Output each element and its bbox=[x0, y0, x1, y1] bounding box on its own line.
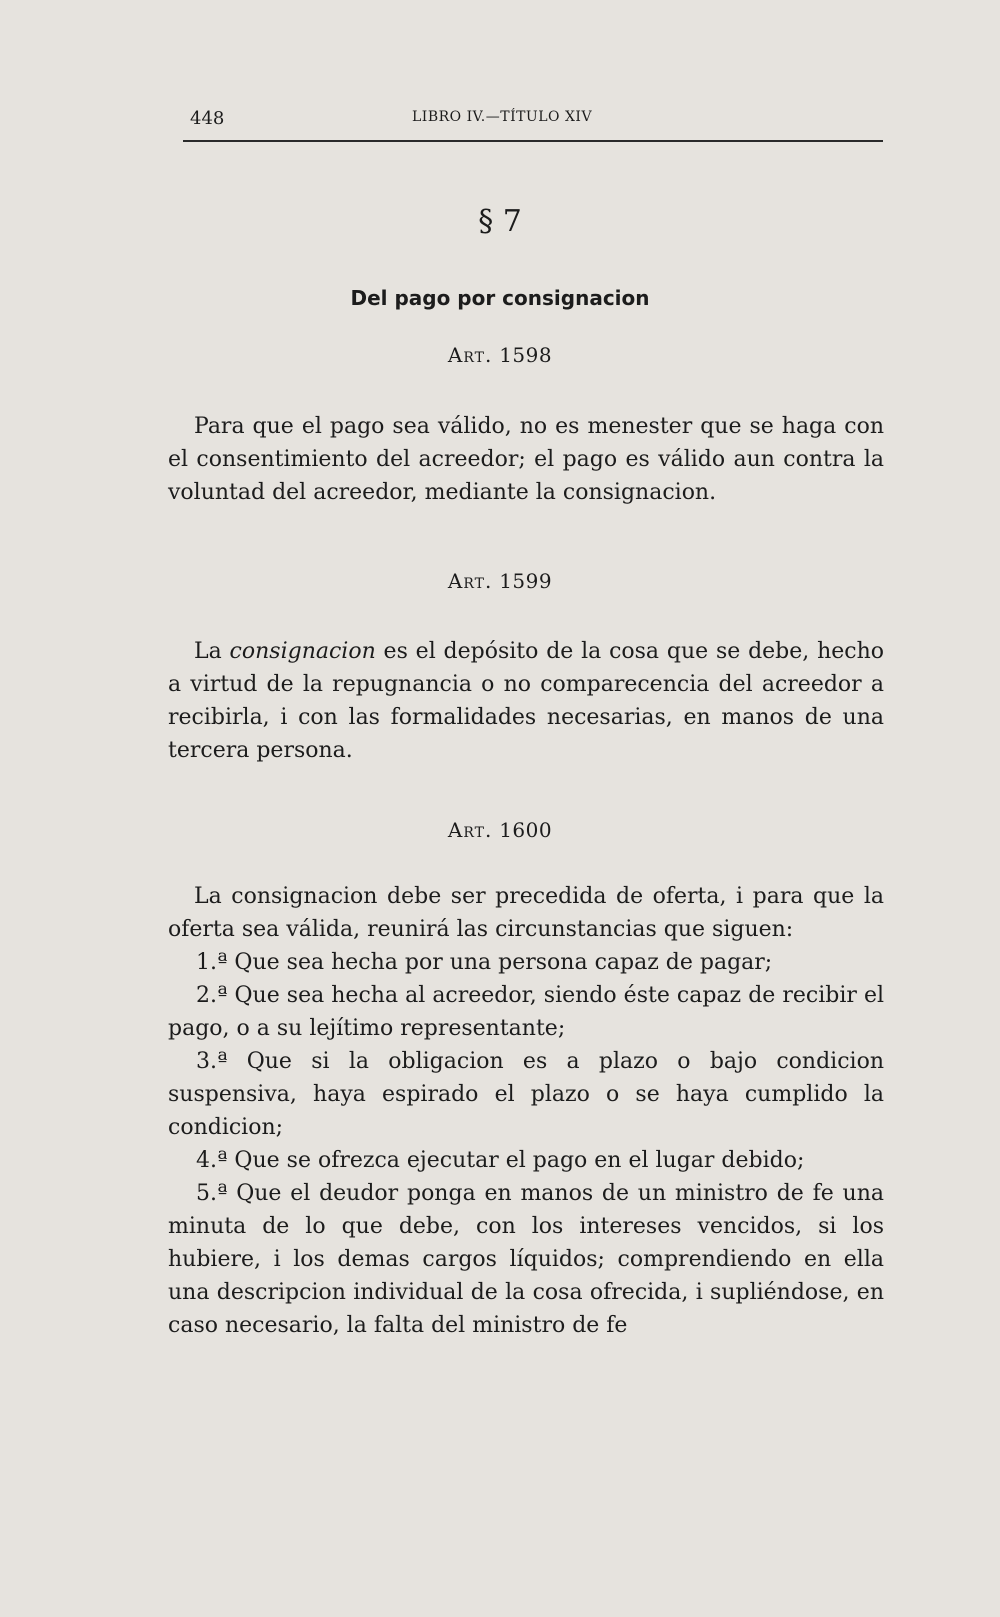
article-paragraph bbox=[168, 635, 884, 767]
list-item: 2.ª Que sea hecha al acreedor, siendo éste capaz de recibir el pago, o a su lejítimo representante; bbox=[168, 983, 884, 1041]
article-heading-1598 bbox=[0, 343, 1000, 367]
article-paragraph: Para que el pago sea válido, no es menester que se haga con el consentimiento del acreedor; el pago es válido aun contra la voluntad del acreedor, mediante la consignacion. bbox=[168, 414, 884, 505]
article-label: Art. bbox=[447, 818, 493, 842]
section-mark: § 7 bbox=[478, 204, 522, 239]
article-body-1600 bbox=[168, 880, 884, 1342]
article-body-1598 bbox=[168, 410, 884, 509]
list-item: 3.ª Que si la obligacion es a plazo o bajo condicion suspensiva, haya espirado el plazo o se haya cumplido la condicion; bbox=[168, 1049, 884, 1140]
article-number: 1598 bbox=[499, 343, 553, 367]
running-header bbox=[190, 108, 880, 132]
list-item: 4.ª Que se ofrezca ejecutar el pago en el lugar debido; bbox=[196, 1148, 805, 1173]
article-number: 1599 bbox=[499, 569, 553, 593]
list-item: 1.ª Que sea hecha por una persona capaz de pagar; bbox=[196, 950, 773, 975]
defined-term: consignacion bbox=[229, 639, 376, 664]
section-title: Del pago por consignacion bbox=[350, 286, 650, 310]
list-item: 5.ª Que el deudor ponga en manos de un ministro de fe una minuta de lo que debe, con los intereses vencidos, si los hubiere, i los demas cargos líquidos; comprendiendo en ella una descripcion individual de la cosa ofrecida, i supliéndose, en caso necesario, la falta del ministro de fe bbox=[168, 1181, 884, 1338]
header-rule bbox=[183, 140, 883, 142]
article-heading-1599 bbox=[0, 569, 1000, 593]
article-intro: La consignacion debe ser precedida de oferta, i para que la oferta sea válida, reunirá las circunstancias que siguen: bbox=[168, 884, 884, 942]
article-body-1599 bbox=[168, 635, 884, 767]
article-number: 1600 bbox=[499, 818, 553, 842]
article-label: Art. bbox=[447, 343, 493, 367]
running-title: LIBRO IV.—TÍTULO XIV bbox=[412, 109, 593, 125]
text-start: La bbox=[194, 639, 230, 664]
article-label: Art. bbox=[447, 569, 493, 593]
page-number: 448 bbox=[190, 108, 225, 129]
text-end: es el depósito de la cosa que se debe, hecho a virtud de la repugnancia o no comparecencia del acreedor a recibirla, i con las formalidades necesarias, en manos de una tercera persona. bbox=[168, 639, 885, 763]
article-heading-1600 bbox=[0, 818, 1000, 842]
